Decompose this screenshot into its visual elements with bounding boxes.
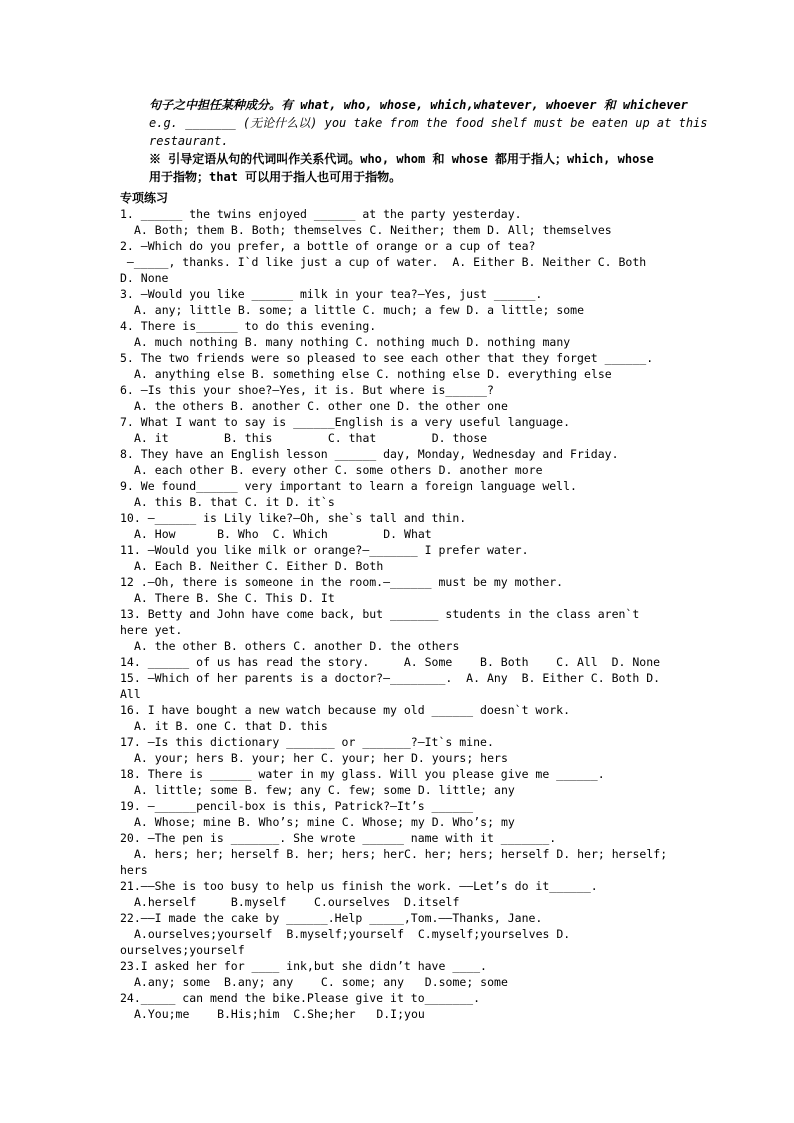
question-text: 10. —______ is Lily like?—Oh, she`s tall and thin.	[120, 511, 467, 525]
answer-options: A. this B. that C. it D. it`s	[134, 495, 335, 509]
answer-options: A. Whose; mine B. Who’s; mine C. Whose; my D. Who’s; my	[134, 815, 515, 829]
intro-notes	[149, 96, 709, 186]
question-text: 24._____ can mend the bike.Please give it to_______.	[120, 991, 481, 1005]
question-text: D. None	[120, 271, 169, 285]
question-text: 9. We found______ very important to learn a foreign language well.	[120, 479, 577, 493]
section-heading: 专项练习	[120, 191, 169, 205]
answer-options: A. How B. Who C. Which D. What	[134, 527, 432, 541]
question-text: —_____, thanks. I`d like just a cup of water. A. Either B. Neither C. Both	[120, 255, 647, 269]
answer-options: A.herself B.myself C.ourselves D.itself	[134, 895, 460, 909]
question-text: here yet.	[120, 623, 183, 637]
question-text: 17. —Is this dictionary _______ or _______?—It`s mine.	[120, 735, 494, 749]
answer-options: A. Both; them B. Both; themselves C. Neither; them D. All; themselves	[134, 223, 612, 237]
question-text: All	[120, 687, 141, 701]
question-text: 6. —Is this your shoe?—Yes, it is. But where is______?	[120, 383, 494, 397]
answer-options: A. it B. this C. that D. those	[134, 431, 488, 445]
question-text: 19. —______pencil-box is this, Patrick?—It’s ______	[120, 799, 474, 813]
question-text: ourselves;yourself	[120, 943, 245, 957]
question-text: hers	[120, 863, 148, 877]
intro-line: ※ 引导定语从句的代词叫作关系代词。who, whom 和 whose 都用于指人；which, whose	[149, 152, 654, 166]
intro-line: 用于指物；that 可以用于指人也可用于指物。	[149, 170, 402, 184]
intro-line: restaurant.	[149, 134, 229, 148]
answer-options: A. hers; her; herself B. her; hers; herC. her; hers; herself D. her; herself;	[134, 847, 668, 861]
answer-options: A. anything else B. something else C. nothing else D. everything else	[134, 367, 612, 381]
answer-options: A.any; some B.any; any C. some; any D.some; some	[134, 975, 508, 989]
question-text: 8. They have an English lesson ______ day, Monday, Wednesday and Friday.	[120, 447, 619, 461]
question-text: 4. There is______ to do this evening.	[120, 319, 377, 333]
answer-options: A. much nothing B. many nothing C. nothing much D. nothing many	[134, 335, 571, 349]
question-text: 12 .—Oh, there is someone in the room.—______ must be my mother.	[120, 575, 564, 589]
answer-options: A. Each B. Neither C. Either D. Both	[134, 559, 384, 573]
question-text: 5. The two friends were so pleased to see each other that they forget ______.	[120, 351, 654, 365]
answer-options: A. any; little B. some; a little C. much; a few D. a little; some	[134, 303, 585, 317]
answer-options: A.You;me B.His;him C.She;her D.I;you	[134, 1007, 425, 1021]
answer-options: A. it B. one C. that D. this	[134, 719, 328, 733]
answer-options: A. There B. She C. This D. It	[134, 591, 335, 605]
intro-line: 句子之中担任某种成分。有 what, who, whose, which,whatever, whoever 和 whichever	[149, 98, 688, 112]
answer-options: A. each other B. every other C. some others D. another more	[134, 463, 543, 477]
question-text: 3. —Would you like ______ milk in your tea?—Yes, just ______.	[120, 287, 543, 301]
question-text: 21.——She is too busy to help us finish the work. ——Let’s do it______.	[120, 879, 598, 893]
answer-options: A. the others B. another C. other one D. the other one	[134, 399, 508, 413]
question-text: 1. ______ the twins enjoyed ______ at the party yesterday.	[120, 207, 522, 221]
answer-options: A.ourselves;yourself B.myself;yourself C.myself;yourselves D.	[134, 927, 571, 941]
question-text: 2. —Which do you prefer, a bottle of orange or a cup of tea?	[120, 239, 536, 253]
answer-options: A. little; some B. few; any C. few; some D. little; any	[134, 783, 515, 797]
exercise-list	[120, 206, 710, 1022]
answer-options: A. your; hers B. your; her C. your; her D. yours; hers	[134, 751, 508, 765]
answer-options: A. the other B. others C. another D. the others	[134, 639, 460, 653]
question-text: 15. —Which of her parents is a doctor?—________. A. Any B. Either C. Both D.	[120, 671, 661, 685]
question-text: 22.——I made the cake by ______.Help _____,Tom.——Thanks, Jane.	[120, 911, 543, 925]
question-text: 18. There is ______ water in my glass. Will you please give me ______.	[120, 767, 605, 781]
question-text: 7. What I want to say is ______English is a very useful language.	[120, 415, 571, 429]
question-text: 20. —The pen is _______. She wrote ______ name with it _______.	[120, 831, 557, 845]
intro-line: e.g. _______ (无论什么以) you take from the food shelf must be eaten up at this	[149, 116, 708, 130]
question-text: 14. ______ of us has read the story. A. Some B. Both C. All D. None	[120, 655, 661, 669]
question-text: 11. —Would you like milk or orange?—_______ I prefer water.	[120, 543, 529, 557]
question-text: 13. Betty and John have come back, but _______ students in the class aren`t	[120, 607, 640, 621]
question-text: 16. I have bought a new watch because my old ______ doesn`t work.	[120, 703, 571, 717]
exercise-section	[120, 190, 710, 1022]
question-text: 23.I asked her for ____ ink,but she didn’t have ____.	[120, 959, 487, 973]
